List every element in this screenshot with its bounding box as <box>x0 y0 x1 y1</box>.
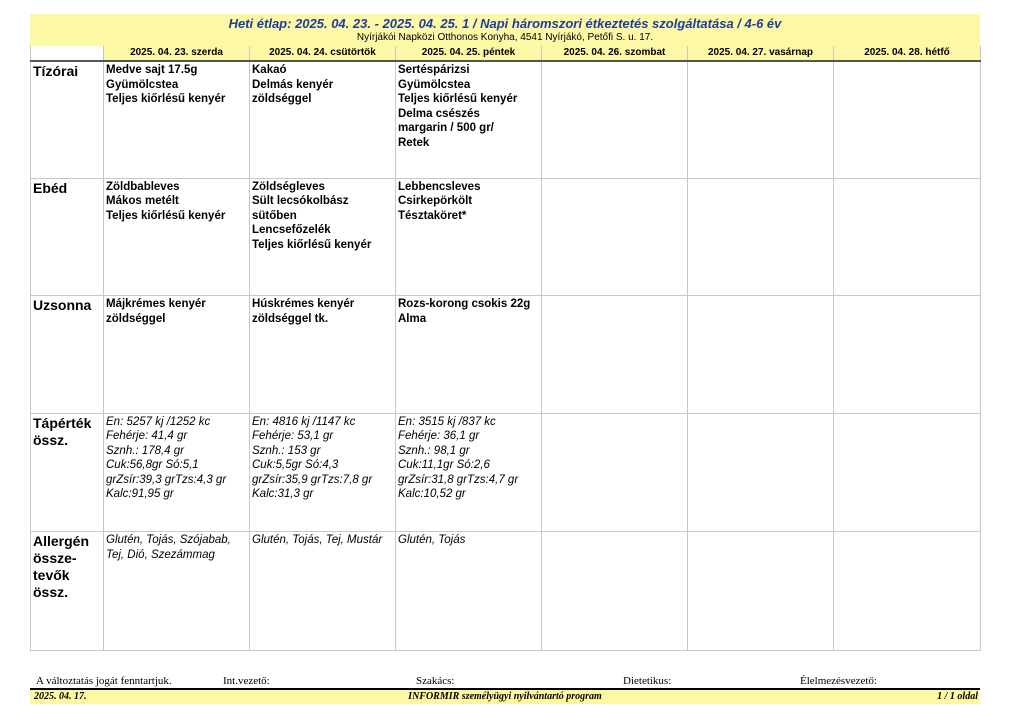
menu-cell <box>396 532 542 651</box>
menu-item: Tésztaköret* <box>398 209 467 222</box>
page-number: 1 / 1 oldal <box>937 691 978 702</box>
menu-item: Fehérje: 36,1 gr <box>398 430 480 443</box>
menu-cell <box>396 61 542 178</box>
print-date: 2025. 04. 17. <box>34 691 87 702</box>
menu-item: Zöldségleves <box>252 180 325 193</box>
row-tapertek <box>31 413 981 532</box>
meal-label-line: tevők <box>33 567 70 584</box>
menu-item: margarin / 500 gr/ <box>398 122 494 134</box>
menu-item: Teljes kiőrlésű kenyér <box>252 238 372 251</box>
meal-label-line: Allergén <box>33 533 90 550</box>
meal-label <box>31 61 104 178</box>
menu-item: Teljes kiőrlésű kenyér <box>106 209 226 222</box>
menu-item: Lencsefőzelék <box>252 224 331 237</box>
menu-item: Csirkepörkölt <box>398 195 473 208</box>
menu-cell <box>688 532 834 651</box>
menu-item: En: 5257 kj /1252 kc <box>106 415 211 428</box>
menu-cell <box>104 178 250 295</box>
menu-item: Gyümölcstea <box>398 78 471 91</box>
menu-item: Fehérje: 53,1 gr <box>252 430 334 443</box>
menu-item: Sznh.: 98,1 gr <box>398 444 470 457</box>
menu-item: En: 3515 kj /837 kc <box>398 415 496 428</box>
menu-item: Sznh.: 153 gr <box>252 444 321 457</box>
menu-cell <box>104 61 250 178</box>
menu-item: Kalc:10,52 gr <box>398 488 466 501</box>
menu-cell <box>834 296 981 413</box>
menu-item: Teljes kiőrlésű kenyér <box>398 93 518 105</box>
disclaimer: A változtatás jogát fenntartjuk. <box>36 675 172 687</box>
menu-item: sütőben <box>252 209 297 222</box>
day-header: 2025. 04. 25. péntek <box>396 46 542 61</box>
menu-cell <box>542 296 688 413</box>
menu-cell <box>396 178 542 295</box>
menu-cell <box>250 532 396 651</box>
dietitian-signature-label: Dietetikus: <box>623 675 672 687</box>
menu-item: Cuk:5,5gr Só:4,3 <box>252 459 339 472</box>
menu-item: Glutén, Tojás, Tej, Mustár <box>252 534 383 547</box>
menu-item: Retek <box>398 136 430 149</box>
menu-cell <box>250 178 396 295</box>
menu-item: Kakaó <box>252 64 287 76</box>
menu-item: Kalc:91,95 gr <box>106 488 174 501</box>
menu-item: En: 4816 kj /1147 kc <box>252 415 356 428</box>
menu-item: Mákos metélt <box>106 195 179 208</box>
menu-item: zöldséggel <box>106 312 166 325</box>
meal-label <box>31 413 104 532</box>
menu-item: Delma csészés <box>398 107 480 120</box>
menu-cell <box>688 296 834 413</box>
menu-item: grZsír:39,3 grTzs:4,3 gr <box>106 473 227 486</box>
row-allergen <box>31 532 981 651</box>
menu-title: Heti étlap: 2025. 04. 23. - 2025. 04. 25. 1 / Napi háromszori étkeztetés szolgáltatása / 4-6 év <box>228 16 782 31</box>
manager-signature-label: Int.vezető: <box>223 675 270 687</box>
menu-item: Tej, Dió, Szezámmag <box>106 548 215 561</box>
menu-cell <box>688 413 834 532</box>
catering-manager-signature-label: Élelmezésvezető: <box>800 675 877 687</box>
meal-label-line: Uzsonna <box>33 297 92 314</box>
menu-cell <box>834 178 981 295</box>
menu-cell <box>542 178 688 295</box>
meal-label-line: Tápérték <box>33 414 92 431</box>
meal-label-line: össz. <box>33 584 69 601</box>
meal-label <box>31 296 104 413</box>
menu-item: Glutén, Tojás <box>398 534 466 547</box>
menu-item: Sertéspárizsi <box>398 64 470 76</box>
corner-cell <box>31 46 104 61</box>
signature-line <box>30 675 980 688</box>
menu-cell <box>104 413 250 532</box>
day-header: 2025. 04. 23. szerda <box>104 46 250 61</box>
meal-label-line: össz. <box>33 431 69 448</box>
menu-item: zöldséggel tk. <box>252 312 329 325</box>
menu-cell <box>104 532 250 651</box>
day-header: 2025. 04. 26. szombat <box>542 46 688 61</box>
cook-signature-label: Szakács: <box>416 675 455 687</box>
menu-cell <box>250 413 396 532</box>
menu-item: Delmás kenyér <box>252 78 334 91</box>
menu-item: Húskrémes kenyér <box>252 298 355 311</box>
page-header <box>30 14 980 46</box>
program-name: INFORMIR személyügyi nyilvántartó program <box>408 691 602 702</box>
menu-item: Lebbencsleves <box>398 180 481 193</box>
row-uzsonna <box>31 296 981 413</box>
menu-item: Zöldbableves <box>106 180 180 193</box>
kitchen-address: Nyírjákói Napközi Otthonos Konyha, 4541 Nyírjákó, Petőfi S. u. 17. <box>356 32 654 43</box>
menu-cell <box>834 532 981 651</box>
row-ebed <box>31 178 981 295</box>
menu-cell <box>542 532 688 651</box>
row-tizorai <box>31 61 981 178</box>
menu-item: Alma <box>398 312 427 325</box>
menu-cell <box>396 413 542 532</box>
menu-item: Cuk:56,8gr Só:5,1 <box>106 459 199 472</box>
weekly-menu-table <box>30 46 981 651</box>
menu-item: Sznh.: 178,4 gr <box>106 444 184 457</box>
menu-item: Májkrémes kenyér <box>106 298 206 311</box>
menu-cell <box>396 296 542 413</box>
meal-label <box>31 532 104 651</box>
menu-cell <box>250 61 396 178</box>
menu-item: Teljes kiőrlésű kenyér <box>106 93 226 105</box>
meal-label-line: Ebéd <box>33 179 68 196</box>
date-header-row <box>31 46 981 61</box>
menu-cell <box>834 413 981 532</box>
menu-item: Fehérje: 41,4 gr <box>106 430 188 443</box>
menu-item: grZsír:31,8 grTzs:4,7 gr <box>398 473 519 486</box>
menu-item: Cuk:11,1gr Só:2,6 <box>398 459 490 472</box>
menu-cell <box>688 178 834 295</box>
menu-item: grZsír:35,9 grTzs:7,8 gr <box>252 473 373 486</box>
meal-label-line: Tízórai <box>33 63 79 79</box>
menu-cell <box>542 413 688 532</box>
menu-cell <box>250 296 396 413</box>
menu-item: Sült lecsókolbász <box>252 195 349 208</box>
day-header: 2025. 04. 28. hétfő <box>834 46 981 61</box>
meal-label-line: össze- <box>33 550 77 567</box>
menu-cell <box>104 296 250 413</box>
menu-item: Medve sajt 17.5g <box>106 64 198 76</box>
menu-item: Kalc:31,3 gr <box>252 488 314 501</box>
day-header: 2025. 04. 24. csütörtök <box>250 46 396 61</box>
page-footer <box>30 688 980 704</box>
menu-item: Gyümölcstea <box>106 78 179 91</box>
menu-item: Rozs-korong csokis 22g <box>398 298 531 311</box>
meal-label <box>31 178 104 295</box>
menu-cell <box>688 61 834 178</box>
menu-item: zöldséggel <box>252 93 312 105</box>
menu-cell <box>542 61 688 178</box>
menu-item: Glutén, Tojás, Szójabab, <box>106 534 231 547</box>
menu-cell <box>834 61 981 178</box>
day-header: 2025. 04. 27. vasárnap <box>688 46 834 61</box>
